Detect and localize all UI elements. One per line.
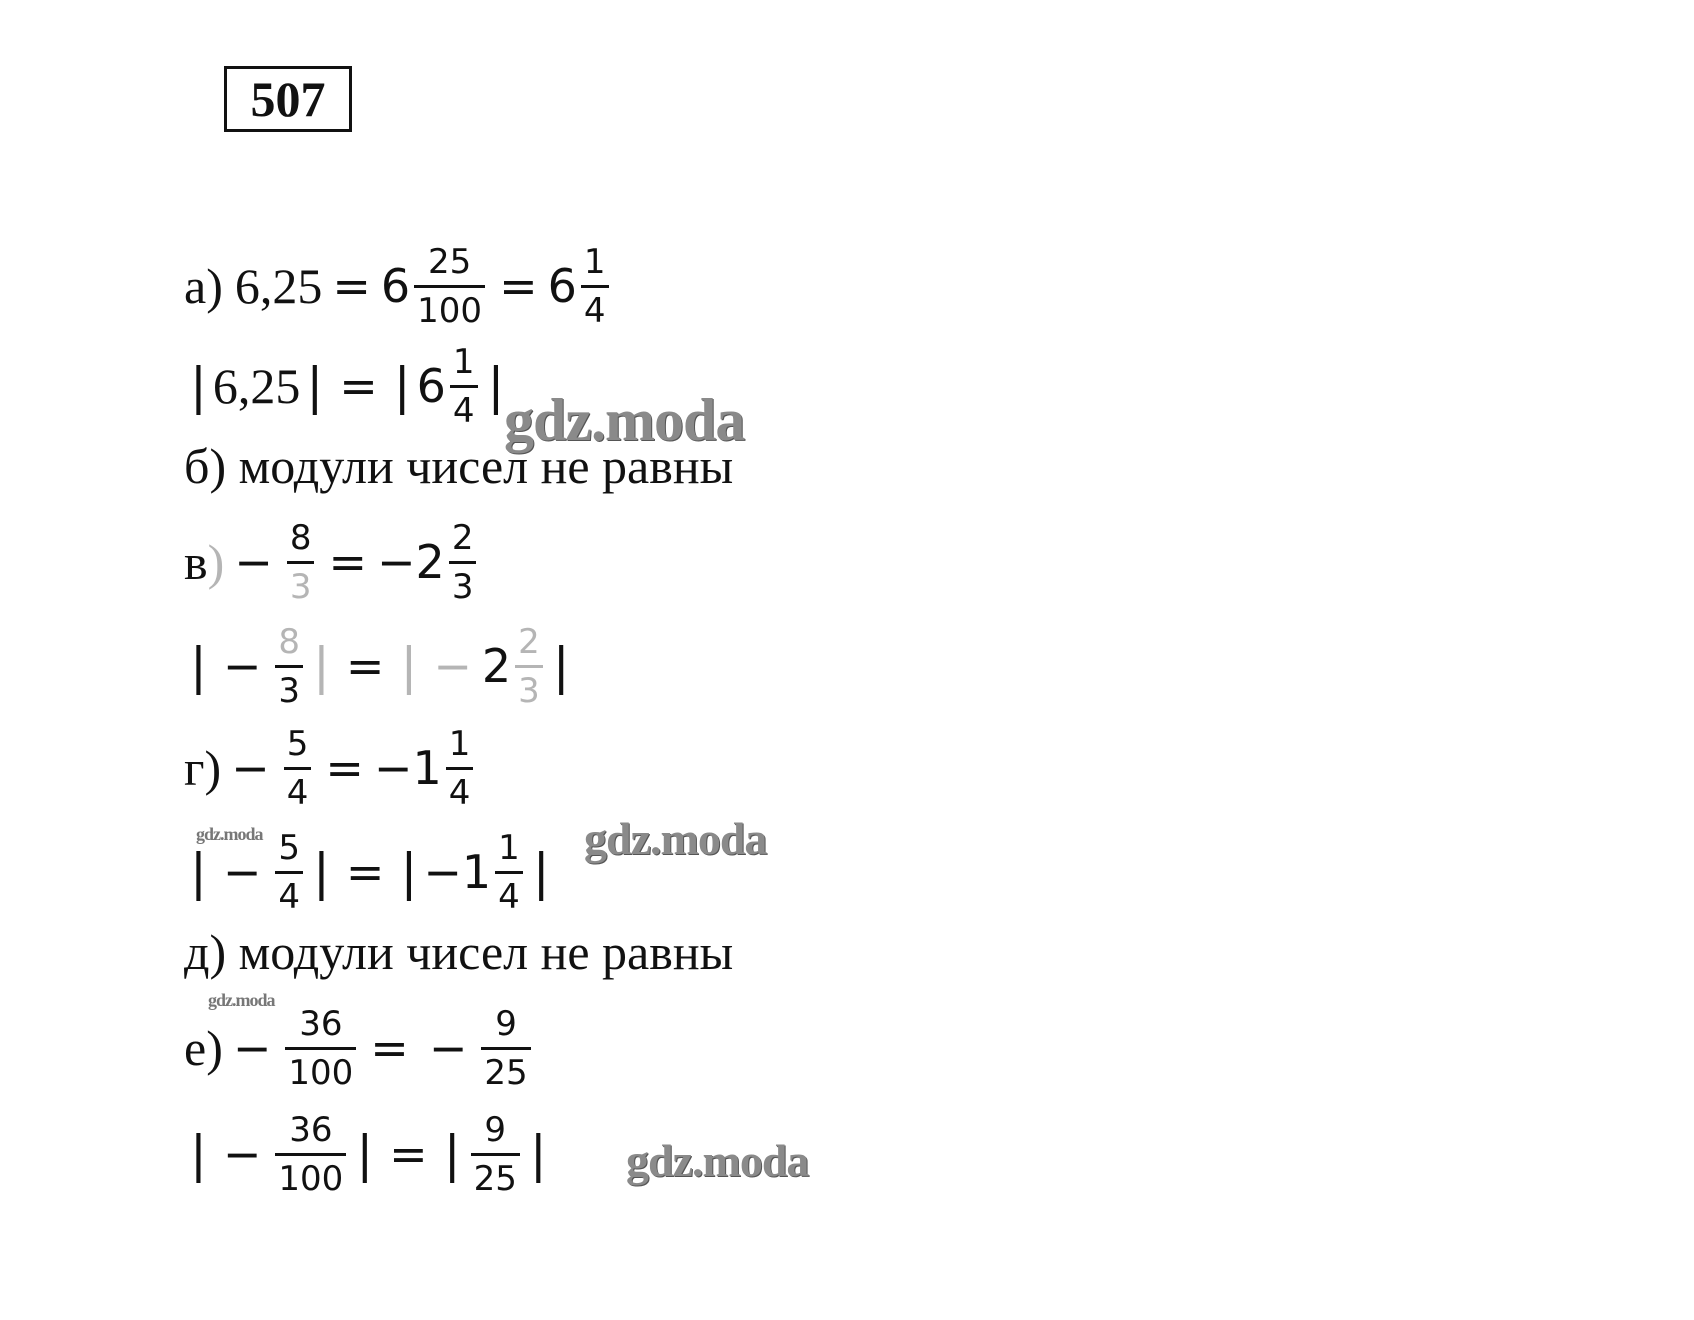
abs-bar: |	[190, 843, 207, 901]
denominator: 3	[451, 566, 474, 607]
equals-sign: =	[499, 259, 538, 313]
minus-sign: −	[232, 1021, 272, 1075]
fraction-5-4	[284, 724, 312, 813]
label-paren: )	[207, 534, 225, 590]
whole-part: 6	[380, 259, 411, 313]
line-a-conversion	[184, 236, 613, 336]
denominator: 4	[286, 772, 309, 813]
minus-sign: −	[222, 639, 262, 693]
denominator: 25	[473, 1158, 517, 1199]
whole-part: 6	[416, 359, 446, 413]
minus-sign: −	[428, 1021, 468, 1075]
numerator: 25	[427, 241, 472, 282]
numerator: 9	[495, 1003, 517, 1044]
abs-bar: |	[400, 637, 418, 695]
minus-sign: −	[234, 535, 273, 589]
problem-number: 507	[224, 66, 352, 132]
fraction-bar	[581, 285, 609, 288]
numerator: 9	[484, 1109, 507, 1150]
line-a-modulus	[184, 336, 510, 436]
whole-part: 2	[481, 639, 512, 693]
abs-bar: |	[552, 637, 570, 695]
numerator: 5	[278, 827, 301, 868]
whole-part: −1	[373, 741, 442, 795]
fraction-bar	[275, 871, 303, 874]
whole-part: −2	[377, 535, 445, 589]
label-v: в	[184, 534, 208, 590]
abs-bar: |	[190, 637, 207, 695]
numerator: 2	[451, 517, 474, 558]
watermark: gdz.moda	[626, 1135, 809, 1186]
abs-bar: |	[190, 357, 207, 415]
fraction-bar	[471, 1153, 520, 1156]
minus-sign: −	[231, 741, 270, 795]
denominator: 4	[448, 772, 471, 813]
decimal-value: 6,25	[212, 358, 301, 414]
fraction-bar	[287, 561, 315, 564]
numerator: 36	[299, 1003, 343, 1044]
fraction-25-100	[414, 242, 485, 331]
denominator: 4	[452, 390, 475, 431]
abs-bar: |	[529, 1125, 547, 1183]
label-a: а)	[184, 258, 223, 314]
abs-bar: |	[190, 1125, 207, 1183]
label-e: е)	[184, 1020, 223, 1076]
equals-sign: =	[339, 359, 378, 413]
abs-bar: |	[313, 843, 330, 901]
abs-bar: |	[306, 357, 324, 415]
fraction-2-3	[449, 518, 477, 607]
fraction-bar	[515, 665, 543, 668]
decimal-value: 6,25	[234, 258, 323, 314]
fraction-36-100	[275, 1110, 346, 1199]
fraction-1-4	[446, 724, 474, 813]
line-d-text: д) модули чисел не равны	[184, 924, 734, 980]
label-g: г)	[184, 740, 222, 796]
fraction-bar	[495, 871, 523, 874]
abs-bar: |	[487, 357, 505, 415]
numerator: 36	[289, 1109, 333, 1150]
denominator: 3	[289, 566, 312, 607]
abs-bar: |	[532, 843, 550, 901]
numerator: 8	[289, 517, 312, 558]
fraction-bar	[414, 285, 485, 288]
abs-bar: |	[443, 1125, 461, 1183]
line-e-conversion	[184, 998, 535, 1098]
watermark-small: gdz.moda	[208, 990, 275, 1010]
denominator: 4	[498, 876, 520, 917]
equals-sign: =	[328, 535, 367, 589]
abs-bar: |	[313, 637, 330, 695]
numerator: 5	[286, 723, 309, 764]
fraction-bar	[481, 1047, 530, 1050]
denominator: 3	[518, 670, 540, 711]
abs-bar: |	[356, 1125, 374, 1183]
denominator: 25	[484, 1052, 528, 1093]
numerator: 1	[448, 723, 471, 764]
equals-sign: =	[345, 845, 385, 899]
numerator: 8	[278, 621, 301, 662]
fraction-9-25	[481, 1004, 530, 1093]
whole-part: 6	[547, 259, 577, 313]
numerator: 1	[452, 341, 475, 382]
equals-sign: =	[325, 741, 364, 795]
abs-bar: |	[400, 843, 418, 901]
denominator: 100	[278, 1158, 344, 1199]
fraction-36-100	[285, 1004, 356, 1093]
equals-sign: =	[389, 1127, 428, 1181]
fraction-1-4	[495, 828, 523, 917]
denominator: 3	[278, 670, 301, 711]
fraction-bar	[275, 1153, 346, 1156]
fraction-5-4	[275, 828, 303, 917]
fraction-8-3	[287, 518, 315, 607]
fraction-bar	[285, 1047, 356, 1050]
denominator: 4	[278, 876, 301, 917]
minus-sign: −	[222, 845, 262, 899]
fraction-bar	[275, 665, 303, 668]
denominator: 100	[417, 290, 483, 331]
equals-sign: =	[370, 1021, 409, 1075]
line-v-conversion	[184, 512, 480, 612]
line-b-text: б) модули чисел не равны	[184, 438, 734, 494]
fraction-9-25	[471, 1110, 520, 1199]
watermark-small: gdz.moda	[196, 824, 263, 844]
minus-sign: −	[433, 639, 472, 693]
numerator: 1	[583, 241, 606, 282]
line-v-modulus	[184, 616, 576, 716]
line-g-conversion	[184, 718, 477, 818]
fraction-bar	[446, 767, 474, 770]
fraction-1-4	[450, 342, 478, 431]
fraction-8-3	[275, 622, 303, 711]
watermark: gdz.moda	[504, 387, 745, 453]
fraction-1-4	[581, 242, 609, 331]
equals-sign: =	[345, 639, 385, 693]
whole-part: −1	[423, 845, 492, 899]
equals-sign: =	[332, 259, 371, 313]
watermark: gdz.moda	[584, 813, 767, 864]
numerator: 2	[518, 621, 540, 662]
minus-sign: −	[222, 1127, 262, 1181]
fraction-bar	[450, 385, 478, 388]
abs-bar: |	[393, 357, 411, 415]
fraction-2-3	[515, 622, 543, 711]
fraction-bar	[284, 767, 312, 770]
line-e-modulus	[184, 1104, 553, 1204]
numerator: 1	[498, 827, 520, 868]
fraction-bar	[449, 561, 477, 564]
denominator: 4	[583, 290, 606, 331]
denominator: 100	[288, 1052, 354, 1093]
